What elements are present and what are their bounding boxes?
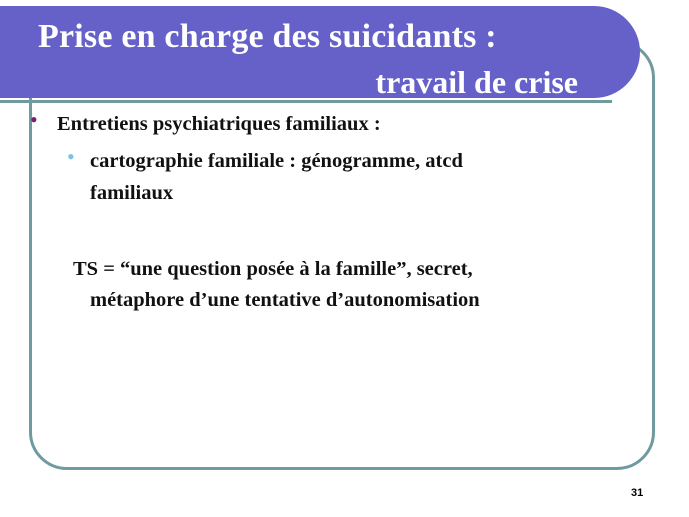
bullet-level2-icon: •	[67, 144, 75, 169]
title-underline	[0, 100, 612, 103]
bullet-level1-icon: •	[30, 107, 38, 132]
title-band	[0, 6, 640, 98]
ts-text-line1: TS = “une question posée à la famille”, secret,	[73, 258, 473, 280]
page-number: 31	[631, 487, 644, 499]
slide-title-line2: travail de crise	[375, 64, 578, 100]
sub-bullet-text-line2: familiaux	[90, 182, 174, 204]
slide-title-line1: Prise en charge des suicidants :	[38, 18, 497, 55]
sub-bullet-text-line1: cartographie familiale : génogramme, atcd	[90, 150, 463, 172]
ts-text-line2: métaphore d’une tentative d’autonomisation	[90, 289, 480, 311]
bullet-text: Entretiens psychiatriques familiaux :	[57, 113, 381, 135]
